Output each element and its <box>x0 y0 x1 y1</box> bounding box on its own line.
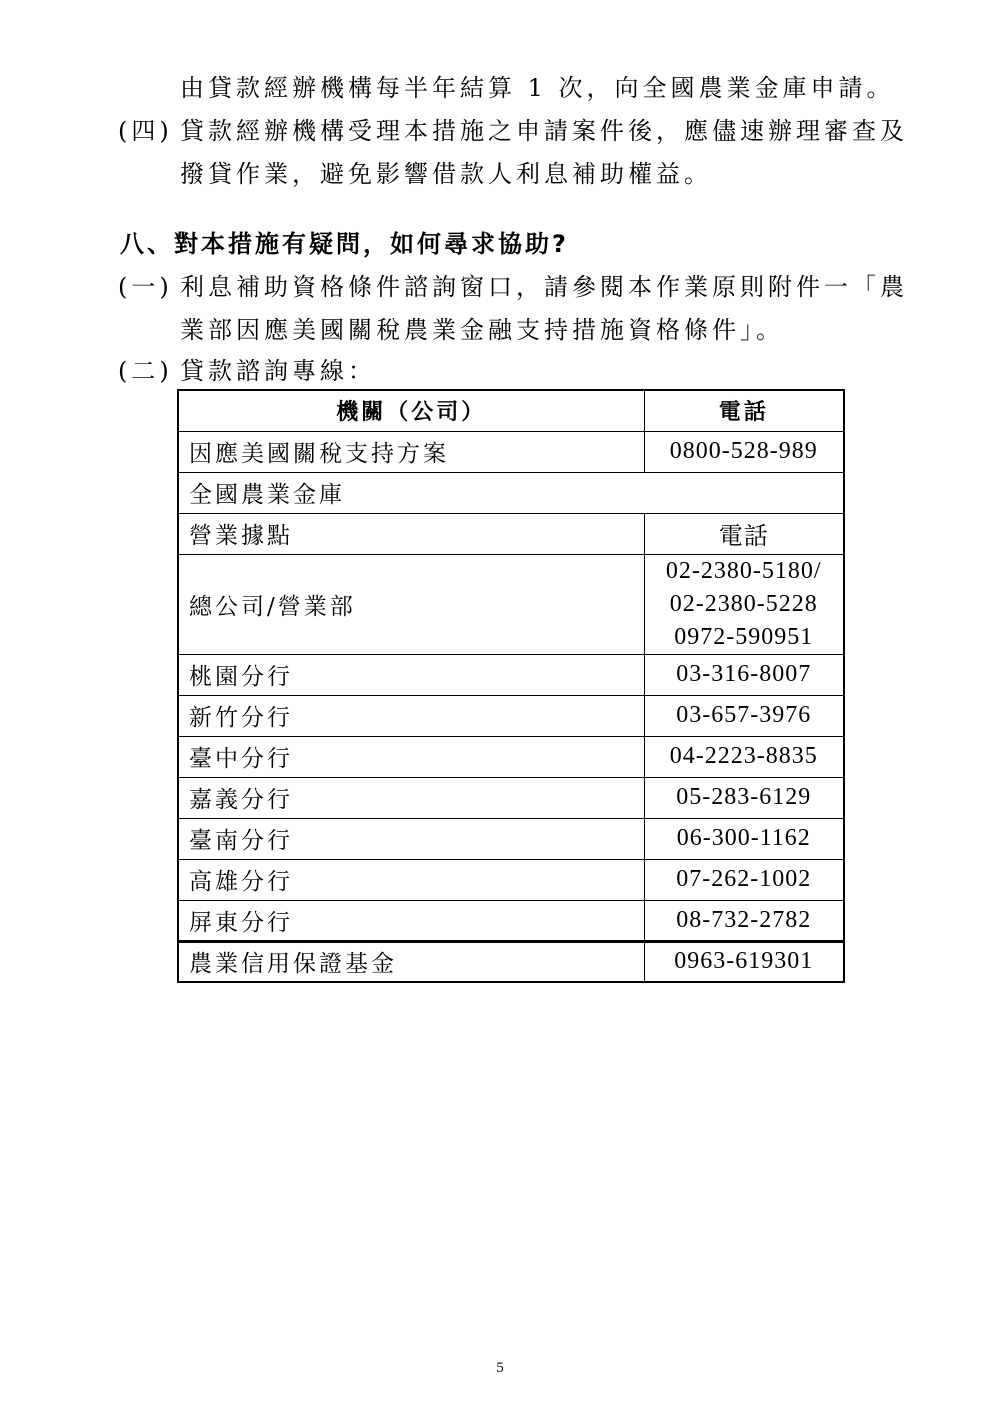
branch-phone: 07-262-1002 <box>644 859 844 900</box>
branch-phone: 03-316-8007 <box>644 654 844 695</box>
head-office-phone-2: 02-2380-5228 <box>669 590 818 617</box>
loan-hotline-table <box>177 389 845 983</box>
branch-org: 新竹分行 <box>178 695 644 736</box>
item-1-line-2: 業部因應美國關稅農業金融支持措施資格條件」。 <box>180 316 784 344</box>
table-row-branch <box>178 818 844 859</box>
section-8-heading: 八、對本措施有疑問，如何尋求協助? <box>120 230 569 258</box>
bank-name: 全國農業金庫 <box>178 472 844 513</box>
branch-org: 嘉義分行 <box>178 777 644 818</box>
branch-phone: 06-300-1162 <box>644 818 844 859</box>
table-row-support-plan <box>178 431 844 472</box>
item-4-line-1: 貸款經辦機構受理本措施之申請案件後，應儘速辦理審查及 <box>180 117 908 145</box>
sub-header-phone: 電話 <box>644 513 844 554</box>
table-row-branch <box>178 695 844 736</box>
header-org: 機關（公司） <box>178 390 644 431</box>
item-1-line-1: 利息補助資格條件諮詢窗口，請參閱本作業原則附件一「農 <box>180 273 908 301</box>
guarantee-fund-phone: 0963-619301 <box>644 941 844 982</box>
sub-header-org: 營業據點 <box>178 513 644 554</box>
branch-phone: 04-2223-8835 <box>644 736 844 777</box>
branch-org: 臺南分行 <box>178 818 644 859</box>
support-plan-org: 因應美國關稅支持方案 <box>178 431 644 472</box>
branch-phone: 05-283-6129 <box>644 777 844 818</box>
item-2-marker: (二) <box>118 357 173 385</box>
table-row-branch <box>178 859 844 900</box>
table-row-bank-name <box>178 472 844 513</box>
head-office-phone-1: 02-2380-5180/ <box>665 557 822 584</box>
table-row-branch <box>178 777 844 818</box>
branch-org: 高雄分行 <box>178 859 644 900</box>
branch-org: 桃園分行 <box>178 654 644 695</box>
head-office-org: 總公司/營業部 <box>178 554 644 654</box>
branch-org: 臺中分行 <box>178 736 644 777</box>
item-4-marker: (四) <box>118 117 173 145</box>
table-row-head-office <box>178 554 844 654</box>
head-office-phones <box>644 554 844 654</box>
page-number: 5 <box>496 1360 504 1376</box>
guarantee-fund-org: 農業信用保證基金 <box>178 941 644 982</box>
item-2-text: 貸款諮詢專線： <box>180 357 376 385</box>
table-row-guarantee-fund <box>178 941 844 982</box>
table-row-branch <box>178 654 844 695</box>
item-1-marker: (一) <box>118 273 173 301</box>
table-row-branch <box>178 900 844 941</box>
table-header-row <box>178 390 844 431</box>
branch-org: 屏東分行 <box>178 900 644 941</box>
header-phone: 電話 <box>644 390 844 431</box>
table-row-branch <box>178 736 844 777</box>
item-4-line-2: 撥貸作業，避免影響借款人利息補助權益。 <box>180 160 712 188</box>
table-row-sub-header <box>178 513 844 554</box>
support-plan-phone: 0800-528-989 <box>644 431 844 472</box>
body-line-1: 由貸款經辦機構每半年結算 1 次，向全國農業金庫申請。 <box>180 74 895 102</box>
branch-phone: 03-657-3976 <box>644 695 844 736</box>
head-office-phone-3: 0972-590951 <box>674 623 814 650</box>
branch-phone: 08-732-2782 <box>644 900 844 941</box>
